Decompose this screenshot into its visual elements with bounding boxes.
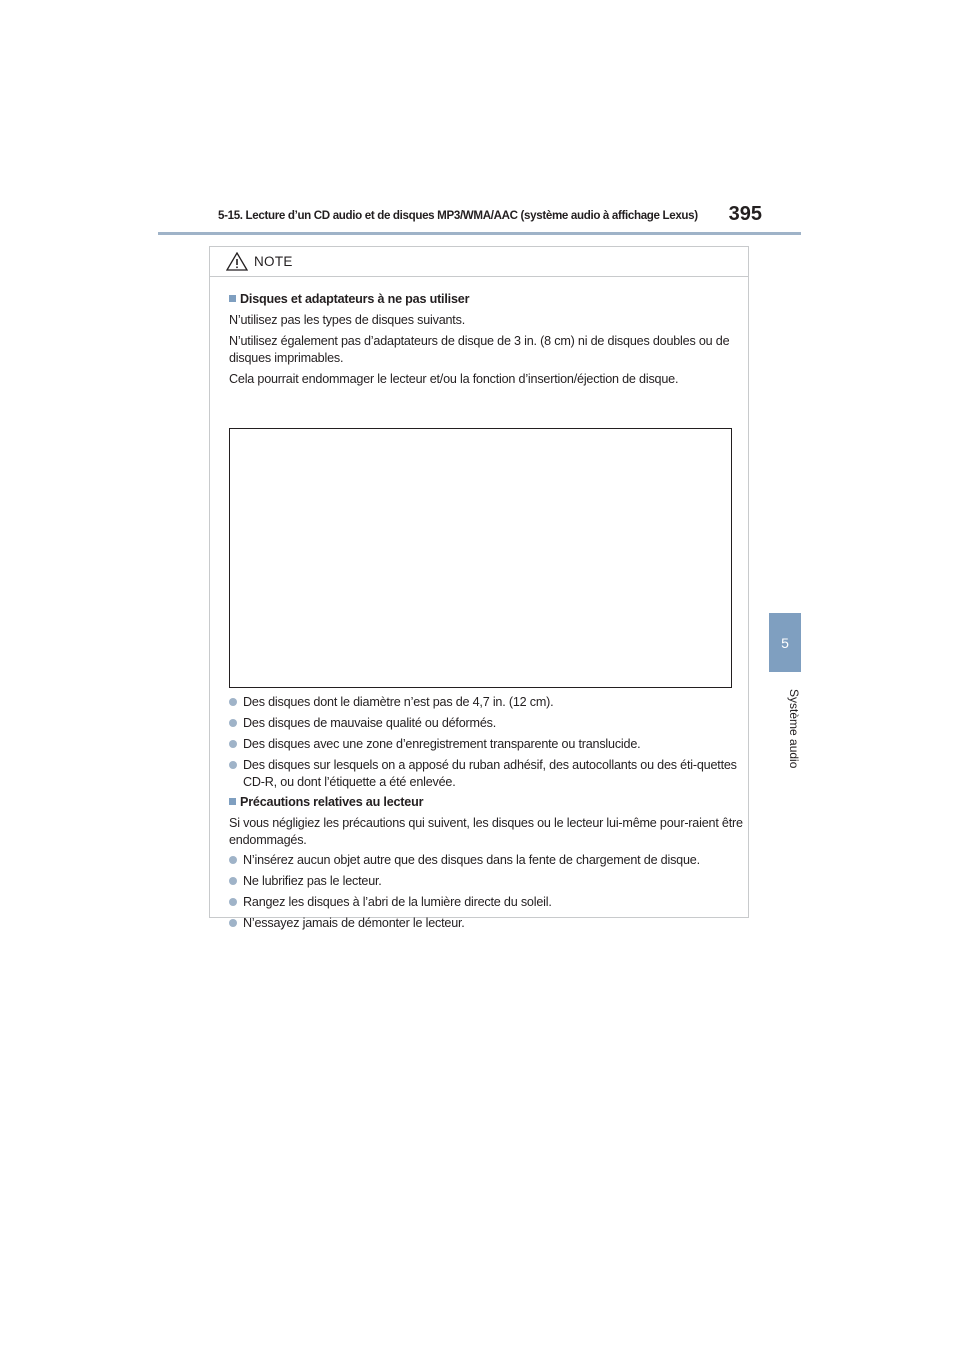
chapter-number: 5	[781, 634, 789, 651]
chapter-tab[interactable]	[769, 613, 801, 672]
paragraph: Si vous négligiez les précautions qui suivent, les disques ou le lecteur lui-même pour-raient être endommagés.	[229, 816, 743, 847]
note-header	[210, 247, 748, 277]
list-item: Des disques dont le diamètre n’est pas de 4,7 in. (12 cm).	[229, 694, 744, 711]
paragraph: Cela pourrait endommager le lecteur et/ou la fonction d’insertion/éjection de disque.	[229, 372, 679, 386]
list-item: Rangez les disques à l’abri de la lumière directe du soleil.	[229, 894, 744, 911]
note-label: NOTE	[254, 254, 293, 269]
list-item: Des disques avec une zone d’enregistrement transparente ou translucide.	[229, 736, 744, 753]
square-bullet-icon	[229, 798, 236, 805]
list-item: N’essayez jamais de démonter le lecteur.	[229, 915, 744, 932]
paragraph: N’utilisez également pas d’adaptateurs de disque de 3 in. (8 cm) ni de disques doubles ou de disques imprimables.	[229, 334, 730, 365]
round-bullet-icon	[229, 856, 237, 864]
note-box	[209, 246, 749, 930]
round-bullet-icon	[229, 898, 237, 906]
list-item: N’insérez aucun objet autre que des disques dans la fente de chargement de disque.	[229, 852, 744, 869]
list-item: Des disques de mauvaise qualité ou déformés.	[229, 715, 744, 732]
round-bullet-icon	[229, 919, 237, 927]
paragraph: N’utilisez pas les types de disques suivants.	[229, 313, 466, 327]
list-item: Des disques sur lesquels on a apposé du ruban adhésif, des autocollants ou des éti-quettes CD-R, ou dont l’étiquette a été enlevée.	[229, 757, 744, 790]
warning-triangle-icon	[226, 252, 248, 271]
header-rule	[158, 232, 801, 235]
disc-illustration-frame	[229, 428, 732, 688]
round-bullet-icon	[229, 698, 237, 706]
page-header-title: 5-15. Lecture d’un CD audio et de disques MP3/WMA/AAC (système audio à affichage Lexus)	[218, 209, 698, 222]
round-bullet-icon	[229, 740, 237, 748]
section-heading-precautions: Précautions relatives au lecteur	[229, 794, 744, 811]
round-bullet-icon	[229, 719, 237, 727]
square-bullet-icon	[229, 295, 236, 302]
chapter-label: Système audio	[787, 689, 801, 769]
round-bullet-icon	[229, 761, 237, 769]
round-bullet-icon	[229, 877, 237, 885]
page-number: 395	[728, 203, 762, 225]
list-item: Ne lubrifiez pas le lecteur.	[229, 873, 744, 890]
section-heading-disques: Disques et adaptateurs à ne pas utiliser	[229, 291, 744, 308]
